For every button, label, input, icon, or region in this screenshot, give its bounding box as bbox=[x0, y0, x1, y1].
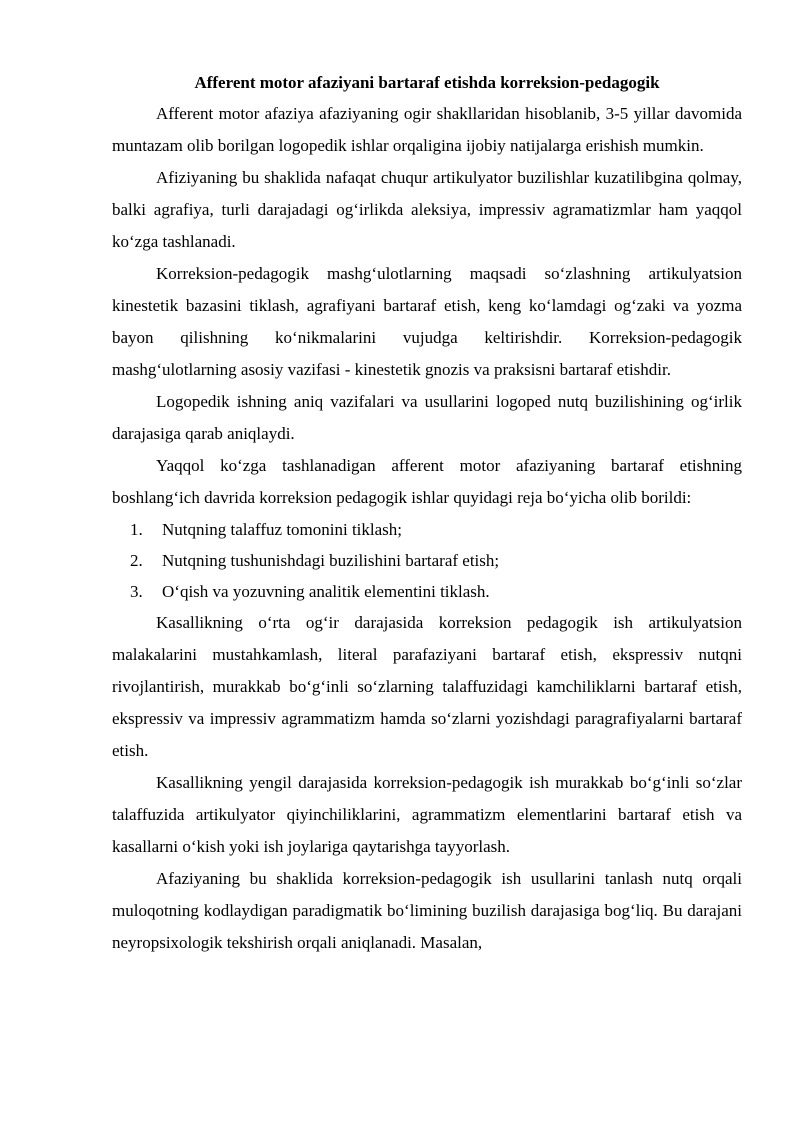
paragraph: Afaziyaning bu shaklida korreksion-pedagogik ish usullarini tanlash nutq orqali muloqotning kodlaydigan paradigmatik bo‘limining buzilish darajasiga bog‘liq. Bu darajani neyropsixologik tekshirish orqali aniqlanadi. Masalan, bbox=[112, 869, 742, 952]
list-item bbox=[112, 576, 742, 607]
list-item-text: Nutqning tushunishdagi buzilishini bartaraf etish; bbox=[162, 551, 500, 570]
list-item bbox=[112, 545, 742, 576]
paragraph: Afiziyaning bu shaklida nafaqat chuqur artikulyator buzilishlar kuzatilibgina qolmay, balki agrafiya, turli darajadagi og‘irlikda aleksiya, impressiv agramatizmlar ham yaqqol ko‘zga tashlanadi. bbox=[112, 168, 742, 251]
paragraph: Yaqqol ko‘zga tashlanadigan afferent motor afaziyaning bartaraf etishning boshlang‘ich davrida korreksion pedagogik ishlar quyidagi reja bo‘yicha olib borildi: bbox=[112, 456, 742, 507]
document-title: Afferent motor afaziyani bartaraf etishda korreksion-pedagogik bbox=[194, 73, 660, 92]
numbered-list bbox=[112, 514, 742, 607]
paragraph: Korreksion-pedagogik mashg‘ulotlarning maqsadi so‘zlashning artikulyatsion kinestetik bazasini tiklash, agrafiyani bartaraf etish, keng ko‘lamdagi og‘zaki va yozma bayon qilishning ko‘nikmalarini vujudga keltirishdir. Korreksion-pedagogik mashg‘ulotlarning asosiy vazifasi - kinestetik gnozis va praksisni bartaraf etishdir. bbox=[112, 264, 742, 379]
list-item-number: 1. bbox=[130, 520, 143, 539]
paragraph: Logopedik ishning aniq vazifalari va usullarini logoped nutq buzilishining og‘irlik darajasiga qarab aniqlaydi. bbox=[112, 392, 742, 443]
list-item-text: O‘qish va yozuvning analitik elementini tiklash. bbox=[162, 582, 490, 601]
list-item-number: 3. bbox=[130, 582, 143, 601]
list-item-text: Nutqning talaffuz tomonini tiklash; bbox=[162, 520, 403, 539]
paragraph: Kasallikning o‘rta og‘ir darajasida korreksion pedagogik ish artikulyatsion malakalarini mustahkamlash, literal parafaziyani bartaraf etish, ekspressiv nutqni rivojlantirish, murakkab bo‘g‘inli so‘zlarning talaffuzidagi kamchiliklarni bartaraf etish, ekspressiv va impressiv agrammatizm hamda so‘zlarni yozishdagi paragrafiyalarni bartaraf etish. bbox=[112, 613, 742, 760]
list-item bbox=[112, 514, 742, 545]
list-item-number: 2. bbox=[130, 551, 143, 570]
paragraph: Kasallikning yengil darajasida korreksion-pedagogik ish murakkab bo‘g‘inli so‘zlar talaffuzida artikulyator qiyinchiliklarini, agrammatizm elementlarini bartaraf etish va kasallarni o‘kish yoki ish joylariga qaytarishga tayyorlash. bbox=[112, 773, 742, 856]
paragraph: Afferent motor afaziya afaziyaning ogir shakllaridan hisoblanib, 3-5 yillar davomida muntazam olib borilgan logopedik ishlar orqaligina ijobiy natijalarga erishish mumkin. bbox=[112, 104, 742, 155]
